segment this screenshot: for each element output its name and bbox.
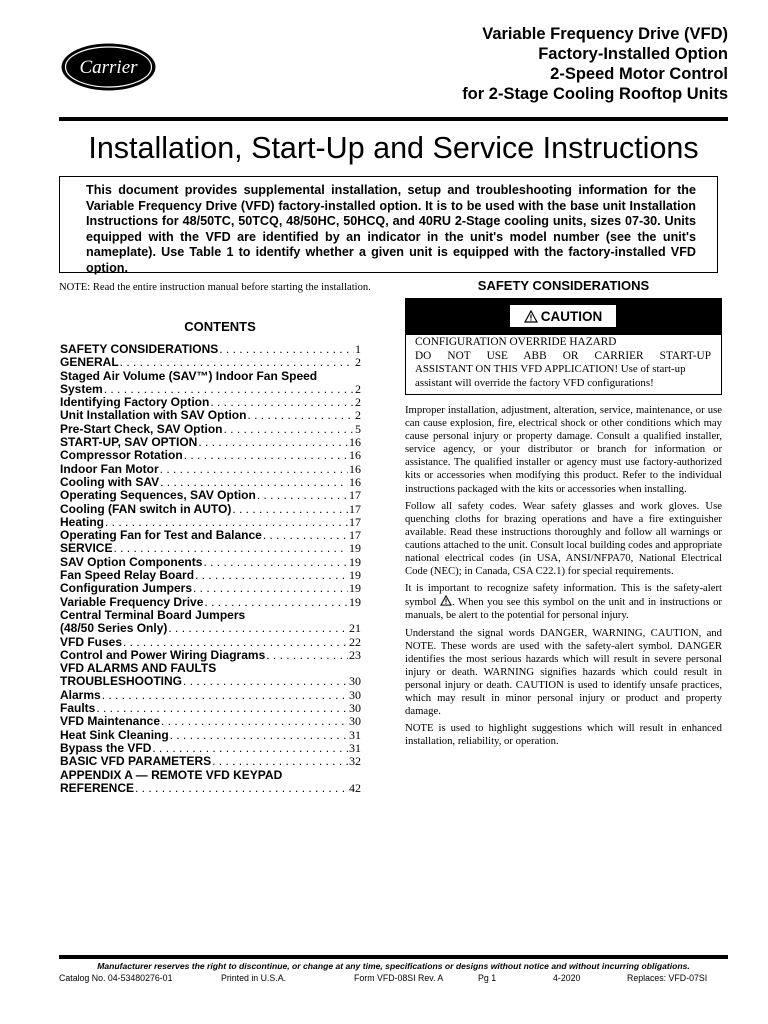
toc-entry[interactable] — [60, 383, 361, 396]
safety-paragraph: Follow all safety codes. Wear safety glasses and work gloves. Use quenching cloths for brazing operations and have a fire extinguisher available. Read these instructions thoroughly and follow all warnings or cautions attached to the unit. Consult local building codes and appropriate national electrical codes (in USA, ANSI/NFPA70, National Electrical Code (NEC); in Canada, CSA C22.1) for special requirements. — [405, 499, 722, 578]
toc-entry[interactable] — [60, 516, 361, 529]
toc-entry-page: 17 — [349, 502, 361, 516]
toc-entry-page: 30 — [349, 688, 361, 702]
toc-leader-dots — [204, 596, 348, 609]
toc-entry-label: SAFETY CONSIDERATIONS — [60, 343, 219, 356]
toc-leader-dots — [160, 463, 348, 476]
toc-entry-label: Indoor Fan Motor — [60, 462, 159, 476]
toc-entry-label: Compressor Rotation — [60, 449, 183, 463]
toc-leader-dots — [195, 569, 348, 582]
toc-entry-page: 16 — [349, 436, 361, 450]
toc-leader-dots — [96, 702, 348, 715]
bottom-rule — [59, 955, 728, 959]
toc-entry-label: SERVICE — [60, 542, 113, 556]
toc-entry-label: VFD ALARMS AND FAULTS — [60, 662, 217, 676]
toc-entry-page: 19 — [349, 582, 361, 596]
toc-entry[interactable] — [60, 649, 361, 662]
toc-entry-label: Pre-Start Check, SAV Option — [60, 422, 223, 436]
toc-entry-label: START-UP, SAV OPTION — [60, 436, 198, 450]
toc-leader-dots — [210, 396, 354, 409]
toc-leader-dots — [113, 542, 348, 555]
intro-text: This document provides supplemental installation, setup and troubleshooting information for the Variable Frequency Drive (VFD) factory-installed option. It is to be used with the base unit Installation Instructions for 48/50TC, 50TCQ, 48/50HC, 50HCQ, and 40RU 2-Stage cooling units, sizes 07-30. Units equipped with the VFD are identified by an indicator in the unit's model number (see the unit's nameplate). Use Table 1 to identify whether a given unit is equipped with the factory-installed VFD option. — [86, 183, 696, 275]
toc-entry-label: Bypass the VFD — [60, 741, 152, 755]
toc-entry-label: GENERAL — [60, 356, 119, 370]
toc-leader-dots — [263, 529, 348, 542]
toc-entry[interactable] — [60, 409, 361, 422]
toc-entry[interactable] — [60, 715, 361, 728]
toc-entry[interactable] — [60, 463, 361, 476]
toc-entry-label: SAV Option Components — [60, 555, 203, 569]
toc-entry-label: System — [60, 382, 103, 396]
toc-entry-page: 30 — [349, 675, 361, 689]
toc-entry-page: 2 — [355, 382, 361, 396]
caution-box — [405, 298, 722, 395]
toc-entry[interactable] — [60, 436, 361, 449]
toc-leader-dots — [198, 436, 348, 449]
toc-entry[interactable] — [60, 529, 361, 542]
replaces: Replaces: VFD-07SI — [627, 973, 708, 983]
toc-entry[interactable] — [60, 782, 361, 795]
toc-leader-dots — [219, 343, 354, 356]
toc-entry-label: (48/50 Series Only) — [60, 622, 168, 636]
caution-body — [415, 336, 711, 390]
toc-entry-page: 5 — [355, 422, 361, 436]
toc-entry-page: 30 — [349, 715, 361, 729]
toc-entry-page: 42 — [349, 781, 361, 795]
caution-rest — [415, 363, 711, 390]
toc-entry[interactable] — [60, 702, 361, 715]
alert-text-before: It is important to recognize safety information. This is the safety-alert symbol — [405, 582, 722, 609]
toc-entry-page: 23 — [349, 648, 361, 662]
toc-entry-page: 19 — [349, 542, 361, 556]
toc-entry-label: Heat Sink Cleaning — [60, 728, 169, 742]
toc-entry[interactable] — [60, 662, 361, 675]
toc-entry-page: 2 — [355, 356, 361, 370]
toc-entry[interactable] — [60, 622, 361, 635]
printed-in: Printed in U.S.A. — [221, 973, 287, 983]
toc-entry-label: Variable Frequency Drive — [60, 595, 204, 609]
toc-entry-label: Cooling with SAV — [60, 475, 160, 489]
toc-leader-dots — [135, 782, 348, 795]
toc-entry-page: 2 — [355, 396, 361, 410]
header-line: Factory-Installed Option — [538, 45, 728, 63]
toc-entry[interactable] — [60, 582, 361, 595]
toc-leader-dots — [160, 476, 348, 489]
page-number: Pg 1 — [478, 973, 497, 983]
safety-paragraph: Understand the signal words DANGER, WARNING, CAUTION, and NOTE. These words are used with the safety-alert symbol. DANGER identifies the most serious hazards which will result in severe personal injury or death. WARNING signifies hazards which could result in personal injury or death. CAUTION is used to identify unsafe practices, which may result in minor personal injury or product and property damage. — [405, 626, 722, 718]
toc-leader-dots — [102, 689, 348, 702]
caution-title: CONFIGURATION OVERRIDE HAZARD — [415, 336, 617, 348]
toc-entry[interactable] — [60, 636, 361, 649]
toc-leader-dots — [247, 409, 354, 422]
toc-entry[interactable] — [60, 556, 361, 569]
alert-text-after: . When you see this symbol on the unit and in instructions or manuals, be alert to the potential for personal injury. — [405, 596, 722, 622]
toc-entry-page: 19 — [349, 555, 361, 569]
toc-entry[interactable] — [60, 755, 361, 768]
safety-paragraph: NOTE is used to highlight suggestions which will result in enhanced installation, reliability, or operation. — [405, 722, 722, 748]
toc-leader-dots — [152, 742, 348, 755]
toc-entry-page: 17 — [349, 529, 361, 543]
toc-entry-page: 30 — [349, 702, 361, 716]
toc-entry-page: 1 — [355, 343, 361, 356]
toc-entry-label: Operating Fan for Test and Balance — [60, 529, 262, 543]
caution-label-text: CAUTION — [540, 308, 603, 324]
toc-entry-label: Heating — [60, 515, 105, 529]
toc-entry[interactable] — [60, 343, 361, 356]
toc-entry[interactable] — [60, 370, 361, 383]
toc-leader-dots — [193, 582, 348, 595]
install-note: NOTE: Read the entire instruction manual before starting the installation. — [59, 282, 371, 293]
safety-alert-icon — [440, 595, 452, 606]
toc-entry[interactable] — [60, 689, 361, 702]
header-line: 2-Speed Motor Control — [550, 65, 728, 83]
toc-leader-dots — [170, 729, 348, 742]
toc-leader-dots — [232, 503, 348, 516]
toc-entry-label: Staged Air Volume (SAV™) Indoor Fan Speed — [60, 369, 318, 383]
toc-leader-dots — [183, 675, 348, 688]
toc-entry-page: 17 — [349, 489, 361, 503]
safety-heading: SAFETY CONSIDERATIONS — [477, 278, 650, 293]
toc-entry-label: Faults — [60, 702, 96, 716]
toc-entry[interactable] — [60, 503, 361, 516]
toc-leader-dots — [184, 449, 348, 462]
carrier-logo — [60, 42, 157, 92]
toc-entry-label: APPENDIX A — REMOTE VFD KEYPAD — [60, 768, 283, 782]
header-line: for 2-Stage Cooling Rooftop Units — [462, 85, 728, 103]
toc-entry-page: 21 — [349, 622, 361, 636]
toc-entry[interactable] — [60, 742, 361, 755]
toc-entry[interactable] — [60, 542, 361, 555]
toc-entry[interactable] — [60, 569, 361, 582]
safety-alert-paragraph — [405, 582, 722, 622]
logo-text: Carrier — [79, 57, 138, 78]
warning-triangle-icon — [524, 310, 538, 323]
toc-leader-dots — [223, 423, 354, 436]
toc-entry-page: 31 — [349, 728, 361, 742]
toc-entry-label: Cooling (FAN switch in AUTO) — [60, 502, 232, 516]
toc-entry-label: Fan Speed Relay Board — [60, 569, 195, 583]
table-of-contents — [60, 343, 361, 795]
toc-entry[interactable] — [60, 729, 361, 742]
toc-entry-page: 19 — [349, 569, 361, 583]
header-titles — [462, 24, 728, 104]
toc-entry-label: TROUBLESHOOTING — [60, 675, 182, 689]
top-rule — [59, 117, 728, 121]
toc-entry-page: 32 — [349, 755, 361, 769]
contents-heading: CONTENTS — [184, 319, 256, 334]
toc-leader-dots — [123, 636, 348, 649]
print-date: 4-2020 — [553, 973, 581, 983]
toc-entry-label: VFD Fuses — [60, 635, 123, 649]
toc-entry[interactable] — [60, 356, 361, 369]
toc-entry-page: 19 — [349, 595, 361, 609]
toc-entry[interactable] — [60, 449, 361, 462]
toc-entry-label: Operating Sequences, SAV Option — [60, 489, 256, 503]
toc-entry-page: 17 — [349, 515, 361, 529]
toc-entry-label: Unit Installation with SAV Option — [60, 409, 247, 423]
caution-line: DO NOT USE ABB OR CARRIER START-UP — [415, 349, 711, 362]
toc-entry[interactable] — [60, 609, 361, 622]
toc-entry-page: 22 — [349, 635, 361, 649]
intro-box — [59, 176, 718, 273]
page-title: Installation, Start-Up and Service Instructions — [88, 131, 699, 165]
caution-label — [510, 305, 616, 327]
toc-entry-page: 16 — [349, 462, 361, 476]
toc-entry-label: Identifying Factory Option — [60, 396, 210, 410]
toc-entry-label: REFERENCE — [60, 781, 135, 795]
toc-entry[interactable] — [60, 396, 361, 409]
caution-banner — [406, 299, 721, 335]
toc-entry-page: 16 — [349, 475, 361, 489]
toc-leader-dots — [105, 516, 348, 529]
catalog-number: Catalog No. 04-53480276-01 — [59, 973, 173, 983]
footer-disclaimer: Manufacturer reserves the right to discontinue, or change at any time, specifications or designs without notice and without incurring obligations. — [97, 961, 690, 971]
toc-entry-page: 16 — [349, 449, 361, 463]
toc-entry[interactable] — [60, 489, 361, 502]
toc-entry-label: Configuration Jumpers — [60, 582, 193, 596]
toc-leader-dots — [104, 383, 354, 396]
safety-text — [405, 404, 722, 752]
caution-line-rest: ! Use of start-up assistant will override the factory VFD configurations! — [415, 363, 686, 389]
toc-entry[interactable] — [60, 769, 361, 782]
toc-leader-dots — [120, 356, 354, 369]
toc-entry[interactable] — [60, 675, 361, 688]
toc-entry-label: BASIC VFD PARAMETERS — [60, 755, 212, 769]
toc-entry-label: Central Terminal Board Jumpers — [60, 608, 246, 622]
safety-paragraph: Improper installation, adjustment, alteration, service, maintenance, or use can cause explosion, fire, electrical shock or other conditions which may cause personal injury or property damage. Consult a qualified installer, service agency, or your distributor or branch for information or assistance. The qualified installer or agency must use factory-authorized kits or accessories when modifying this product. Refer to the individual instructions packaged with the kits or accessories when installing. — [405, 404, 722, 495]
toc-leader-dots — [203, 556, 348, 569]
toc-leader-dots — [212, 755, 348, 768]
form-number: Form VFD-08SI Rev. A — [354, 973, 444, 983]
toc-entry-page: 2 — [355, 409, 361, 423]
toc-leader-dots — [161, 715, 348, 728]
toc-entry[interactable] — [60, 423, 361, 436]
caution-line: ASSISTANT ON THIS VFD APPLICATION — [415, 363, 615, 376]
toc-entry-label: VFD Maintenance — [60, 715, 161, 729]
toc-leader-dots — [266, 649, 348, 662]
toc-leader-dots — [257, 489, 348, 502]
toc-entry-page: 31 — [349, 741, 361, 755]
toc-leader-dots — [168, 622, 348, 635]
toc-entry-label: Alarms — [60, 688, 101, 702]
toc-entry-label: Control and Power Wiring Diagrams — [60, 648, 266, 662]
header-line: Variable Frequency Drive (VFD) — [482, 25, 728, 43]
toc-entry[interactable] — [60, 476, 361, 489]
toc-entry[interactable] — [60, 596, 361, 609]
